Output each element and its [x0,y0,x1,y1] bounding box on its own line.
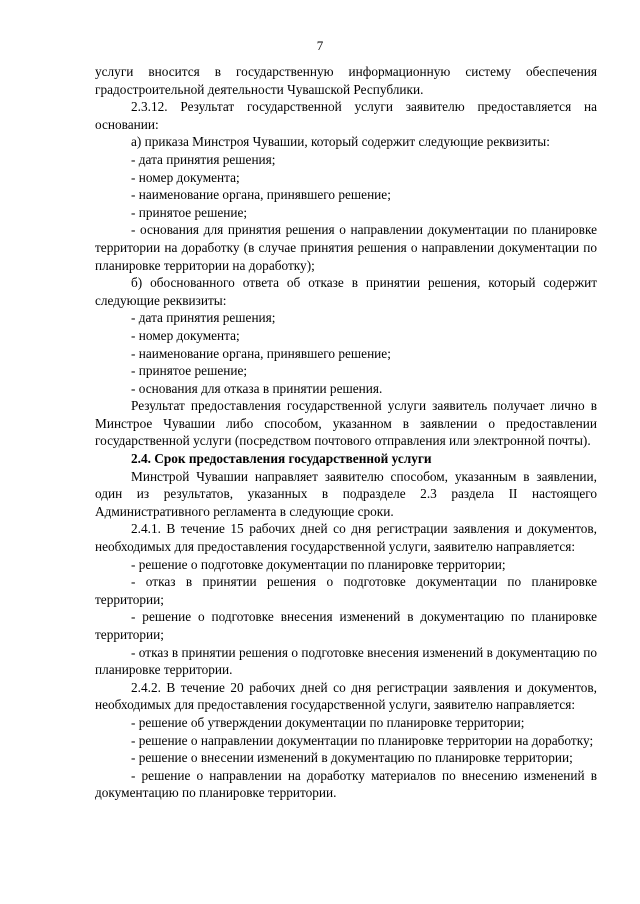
list-item-b: б) обоснованного ответа об отказе в принятии решения, который содержит следующие реквизиты: [95,275,597,308]
list-item: - номер документа; [131,327,240,343]
list-item: - принятое решение; [131,363,248,379]
list-item: - номер документа; [131,169,240,185]
list-item: - решение о внесении изменений в документацию по планировке территории; [131,750,573,766]
paragraph-2-4-intro: Минстрой Чувашии направляет заявителю способом, указанным в заявлении, один из результатов, указанных в подразделе 2.3 раздела II настоящего Административного регламента в следующие сроки. [95,468,597,519]
list-item-a: а) приказа Минстроя Чувашии, который содержит следующие реквизиты: [131,134,550,150]
list-item: - решение о подготовке внесения изменений в документацию по планировке территории; [95,609,597,642]
paragraph-continuation: услуги вносится в государственную информационную систему обеспечения градостроительной деятельности Чувашской Республики. [95,64,597,97]
list-item: - дата принятия решения; [131,310,276,326]
list-item: - дата принятия решения; [131,151,276,167]
list-item: - принятое решение; [131,204,248,220]
list-item: - решение о направлении на доработку материалов по внесению изменений в документацию по планировке территории. [95,767,597,801]
list-item: - наименование органа, принявшего решение; [131,345,391,361]
paragraph-result-delivery: Результат предоставления государственной услуги заявитель получает лично в Минстрое Чувашии либо способом, указанном в заявлении о предоставлении государственной услуги (посредством почтового отправления или электронной почты). [95,398,597,449]
paragraph-2-4-2: 2.4.2. В течение 20 рабочих дней со дня регистрации заявления и документов, необходимых для предоставления государственной услуги, заявителю направляется: [95,679,597,713]
document-body [95,63,597,802]
list-item: - решение о направлении документации по планировке территории на доработку; [131,732,594,748]
list-item: - основания для принятия решения о направлении документации по планировке территории на доработку (в случае принятия решения о направлении документации по планировке территории на доработку); [95,222,597,273]
page-number: 7 [316,38,324,53]
paragraph-2-3-12: 2.3.12. Результат государственной услуги заявителю предоставляется на основании: [95,99,597,132]
list-item: - отказ в принятии решения о подготовке внесения изменений в документацию по планировке территории. [95,644,597,678]
list-item: - решение об утверждении документации по планировке территории; [131,714,525,730]
paragraph-2-4-1: 2.4.1. В течение 15 рабочих дней со дня регистрации заявления и документов, необходимых для предоставления государственной услуги, заявителю направляется: [95,521,597,555]
section-heading-2-4: 2.4. Срок предоставления государственной услуги [131,451,432,467]
list-item: - основания для отказа в принятии решения. [131,380,383,396]
list-item: - решение о подготовке документации по планировке территории; [131,556,506,572]
list-item: - наименование органа, принявшего решение; [131,187,391,203]
list-item: - отказ в принятии решения о подготовке документации по планировке территории; [95,574,597,607]
